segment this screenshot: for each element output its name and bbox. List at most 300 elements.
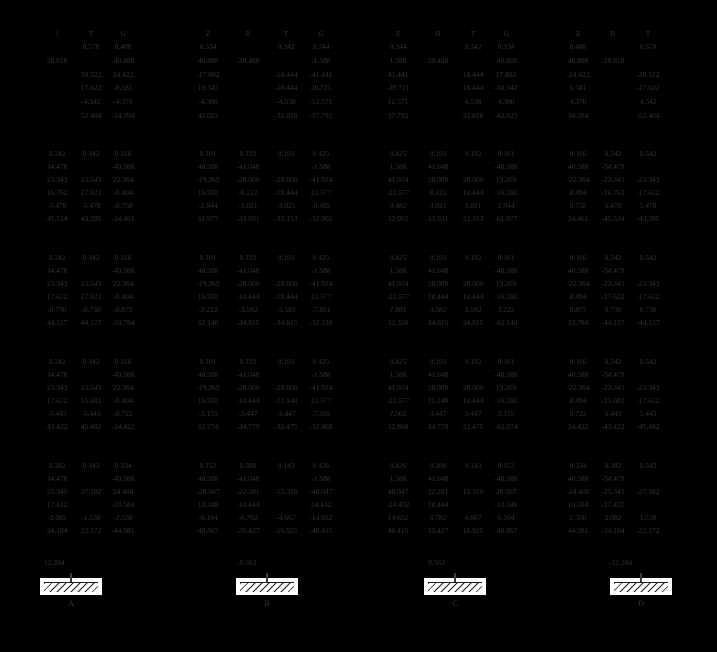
moment-value: 19.269	[495, 175, 517, 184]
moment-value: -24.422	[566, 69, 590, 79]
moment-value: -62.140	[494, 318, 518, 327]
moment-value: 0.101	[497, 149, 515, 158]
moment-value: 4.370	[569, 97, 587, 107]
moment-value: 22.577	[310, 292, 332, 301]
moment-value: 0.722	[569, 409, 587, 418]
moment-value: 43.395	[80, 214, 102, 223]
moment-value: 0.758	[569, 201, 587, 210]
moment-value: 3.582	[464, 305, 482, 314]
moment-value: -10.584	[111, 500, 135, 509]
moment-value: -52.404	[636, 111, 660, 120]
moment-value: 44.127	[46, 318, 68, 327]
moment-value: -5.478	[47, 201, 67, 210]
moment-value: 28.000	[427, 279, 449, 288]
moment-value: 34.461	[567, 214, 589, 223]
moment-value: -17.882	[196, 69, 220, 79]
moment-value: 0.425	[312, 253, 330, 262]
moment-value: 0.192	[429, 149, 447, 158]
moment-value: -18.444	[236, 500, 260, 509]
moment-value: -40.588	[111, 474, 135, 483]
moment-value: -18.444	[274, 69, 298, 79]
moment-value: 4.538	[464, 97, 482, 107]
moment-value: 23.343	[80, 279, 102, 288]
fixed-support-c	[424, 578, 486, 595]
moment-value: 0.342	[82, 357, 100, 366]
moment-value: 41.924	[387, 383, 409, 392]
moment-value: 0.192	[277, 149, 295, 158]
moment-value: 41.441	[387, 69, 409, 79]
moment-value: 28.818	[46, 55, 68, 65]
moment-value: 45.534	[46, 214, 68, 223]
moment-value: 11.148	[427, 396, 449, 405]
moment-value: 0.316	[569, 149, 587, 158]
moment-value: -8.494	[113, 396, 133, 405]
moment-value: 61.977	[197, 214, 219, 223]
moment-value: -42.023	[494, 111, 518, 120]
moment-value: -44.127	[636, 318, 660, 327]
moment-value: 1.538	[639, 513, 657, 522]
moment-value: 28.721	[310, 83, 332, 93]
moment-value: -2.550	[113, 513, 133, 522]
moment-value: -28.567	[196, 487, 220, 496]
moment-value: -15.682	[601, 396, 625, 405]
moment-value: 0.344	[389, 42, 407, 51]
moment-value: 23.343	[80, 383, 102, 392]
moment-value: -29.488	[236, 55, 260, 65]
fixed-support-d	[610, 578, 672, 595]
moment-value: 62.274	[197, 422, 219, 431]
moment-value: 2.082	[604, 513, 622, 522]
moment-value: 40.588	[197, 474, 219, 483]
moment-value: 4.667	[464, 513, 482, 522]
moment-value: -1.588	[311, 474, 331, 483]
member-header: T	[645, 30, 651, 38]
moment-value: 34.779	[427, 422, 449, 431]
moment-value: 27.182	[80, 487, 102, 496]
moment-value: 41.048	[427, 162, 449, 171]
moment-value: -5.443	[47, 409, 67, 418]
moment-value: -22.281	[236, 487, 260, 496]
moment-value: -10.348	[494, 500, 518, 509]
moment-value: -4.667	[276, 513, 296, 522]
moment-value: -40.588	[494, 162, 518, 171]
moment-value: 40.588	[567, 370, 589, 379]
moment-value: 34.815	[427, 318, 449, 327]
moment-value: 29.488	[427, 55, 449, 65]
moment-value: 14.652	[387, 513, 409, 522]
moment-value: 28.000	[462, 383, 484, 392]
moment-value: -1.588	[311, 55, 331, 65]
moment-value: -32.818	[274, 111, 298, 120]
moment-value: 18.444	[462, 188, 484, 197]
moment-value: -1.538	[81, 513, 101, 522]
moment-value: 8.494	[569, 292, 587, 301]
member-header: B	[435, 30, 441, 38]
moment-value: -22.172	[636, 526, 660, 535]
moment-value: 24.408	[112, 487, 134, 496]
final-moment-value: -12.284	[609, 558, 633, 567]
moment-value: -39.522	[636, 69, 660, 79]
moment-value: 22.364	[112, 383, 134, 392]
moment-value: 15.682	[80, 396, 102, 405]
moment-value: -41.048	[236, 370, 260, 379]
moment-value: -48.867	[494, 526, 518, 535]
moment-value: 0.143	[277, 461, 295, 470]
moment-value: 0.316	[114, 149, 132, 158]
moment-value: 0.342	[639, 357, 657, 366]
moment-value: 19.269	[495, 383, 517, 392]
moment-value: 0.192	[464, 357, 482, 366]
moment-value: -41.048	[236, 162, 260, 171]
moment-value: -15.310	[274, 487, 298, 496]
moment-value: 23.343	[46, 383, 68, 392]
moment-value: 0.342	[82, 253, 100, 262]
moment-value: 32.818	[462, 111, 484, 120]
moment-value: -23.343	[636, 175, 660, 184]
final-moment-value: 9.563	[428, 558, 445, 567]
moment-value: 40.588	[197, 266, 219, 275]
moment-value: 0.334	[569, 461, 587, 470]
member-header: G	[120, 30, 126, 38]
moment-value: 15.310	[462, 487, 484, 496]
moment-value: -44.981	[111, 526, 135, 535]
moment-value: 0.192	[277, 357, 295, 366]
moment-value: 8.494	[569, 188, 587, 197]
moment-value: 3.021	[429, 201, 447, 210]
moment-value: 34.478	[46, 266, 68, 275]
moment-value: 32.002	[387, 214, 409, 223]
moment-value: -41.048	[236, 474, 260, 483]
moment-value: -1.588	[311, 162, 331, 171]
moment-value: 0.342	[82, 149, 100, 158]
moment-value: -22.577	[386, 292, 410, 301]
moment-value: 0.101	[199, 149, 217, 158]
moment-value: -24.408	[566, 487, 590, 496]
moment-value: 0.342	[604, 149, 622, 158]
moment-value: 40.588	[567, 266, 589, 275]
moment-value: -28.000	[236, 175, 260, 184]
moment-value: 0.425	[389, 253, 407, 262]
moment-value: 39.522	[80, 69, 102, 79]
moment-value: -45.482	[636, 422, 660, 431]
moment-value: 18.444	[462, 69, 484, 79]
moment-value: 22.364	[112, 279, 134, 288]
moment-value: 1.588	[389, 266, 407, 275]
moment-value: 0.581	[569, 83, 587, 93]
moment-value: 0.334	[114, 461, 132, 470]
moment-value: -27.182	[636, 487, 660, 496]
moment-value: 8.494	[569, 396, 587, 405]
moment-value: -19.269	[196, 279, 220, 288]
moment-value: 22.577	[310, 188, 332, 197]
moment-value: -2.082	[47, 513, 67, 522]
moment-value: -34.815	[236, 318, 260, 327]
moment-value: 2.550	[569, 513, 587, 522]
support-label-b: B	[264, 599, 270, 608]
moment-value: -32.475	[274, 422, 298, 431]
moment-value: 0.192	[464, 253, 482, 262]
moment-value: -10.342	[494, 83, 518, 93]
moment-value: -40.588	[494, 370, 518, 379]
moment-value: -32.328	[309, 318, 333, 327]
hatch-pattern	[44, 583, 98, 592]
moment-value: 25.345	[46, 487, 68, 496]
moment-value: -3.021	[238, 201, 258, 210]
moment-value: 0.101	[199, 253, 217, 262]
support-label-d: D	[638, 599, 644, 608]
moment-value: -40.588	[111, 266, 135, 275]
moment-value: -4.538	[276, 97, 296, 107]
moment-value: 28.000	[427, 175, 449, 184]
moment-value: 16.592	[197, 396, 219, 405]
moment-value: -18.444	[236, 396, 260, 405]
moment-value: 17.422	[46, 500, 68, 509]
moment-value: 10.584	[567, 500, 589, 509]
moment-value: -16.762	[601, 188, 625, 197]
hatch-pattern	[240, 583, 294, 592]
moment-value: 18.444	[462, 396, 484, 405]
moment-value: -48.415	[309, 526, 333, 535]
moment-value: -34.815	[274, 318, 298, 327]
moment-value: 0.578	[82, 42, 100, 51]
moment-value: 3.222	[497, 305, 515, 314]
moment-value: 0.334	[497, 42, 515, 51]
moment-value: -23.343	[636, 279, 660, 288]
moment-value: 32.868	[387, 422, 409, 431]
moment-value: 17.622	[80, 83, 102, 93]
moment-value: 19.269	[495, 279, 517, 288]
moment-value: 0.101	[497, 357, 515, 366]
moment-value: -41.048	[236, 266, 260, 275]
moment-value: 3.021	[464, 201, 482, 210]
moment-value: -5.478	[81, 201, 101, 210]
moment-value: -8.222	[238, 188, 258, 197]
moment-value: -62.274	[494, 422, 518, 431]
moment-value: 34.394	[567, 111, 589, 120]
moment-value: 0.342	[604, 357, 622, 366]
moment-value: 0.342	[604, 253, 622, 262]
member-header: B	[610, 30, 616, 38]
moment-value: -40.888	[494, 55, 518, 65]
moment-value: -32.002	[309, 214, 333, 223]
moment-value: 0.192	[429, 253, 447, 262]
moment-value: 0.192	[239, 357, 257, 366]
moment-value: -44.127	[601, 318, 625, 327]
moment-value: 22.172	[80, 526, 102, 535]
moment-value: 22.577	[310, 396, 332, 405]
moment-value: 0.316	[114, 357, 132, 366]
moment-value: -7.502	[311, 409, 331, 418]
moment-value: -28.000	[274, 175, 298, 184]
moment-value: 18.444	[427, 500, 449, 509]
moment-value: 0.382	[604, 461, 622, 470]
moment-value: -22.577	[386, 188, 410, 197]
moment-value: -43.422	[601, 422, 625, 431]
moment-value: -0.722	[113, 409, 133, 418]
moment-value: -18.444	[274, 83, 298, 93]
moment-value: -3.582	[276, 305, 296, 314]
moment-value: -6.782	[238, 513, 258, 522]
moment-value: 23.343	[46, 175, 68, 184]
moment-value: 40.888	[197, 55, 219, 65]
moment-value: 40.588	[197, 162, 219, 171]
moment-value: 0.426	[389, 461, 407, 470]
moment-value: 0.488	[569, 42, 587, 51]
moment-value: -8.494	[113, 292, 133, 301]
moment-value: -28.721	[386, 83, 410, 93]
moment-value: 40.588	[567, 474, 589, 483]
moment-value: 12.571	[387, 97, 409, 107]
moment-value: 48.867	[197, 526, 219, 535]
moment-value: 0.316	[569, 357, 587, 366]
moment-value: -22.364	[566, 383, 590, 392]
moment-value: 0.192	[429, 357, 447, 366]
moment-value: -7.881	[311, 305, 331, 314]
moment-value: 28.000	[462, 279, 484, 288]
moment-value: 0.343	[639, 461, 657, 470]
member-header: Z	[395, 30, 401, 38]
support-label-c: C	[452, 599, 458, 608]
moment-value: 41.048	[427, 266, 449, 275]
moment-value: 0.388	[429, 461, 447, 470]
moment-value: 0.482	[389, 201, 407, 210]
moment-value: 0.342	[464, 42, 482, 51]
moment-value: 0.488	[114, 42, 132, 51]
moment-value: -28.000	[274, 279, 298, 288]
moment-value: -28.000	[236, 279, 260, 288]
moment-value: 40.588	[567, 162, 589, 171]
moment-value: 0.143	[464, 461, 482, 470]
moment-value: 23.343	[80, 175, 102, 184]
moment-value: 3.582	[429, 305, 447, 314]
support-label-a: A	[68, 599, 74, 608]
moment-value: 2.944	[497, 201, 515, 210]
moment-value: 10.348	[197, 500, 219, 509]
moment-value: -3.155	[198, 409, 218, 418]
moment-value: -17.622	[636, 83, 660, 93]
moment-value: -0.873	[113, 305, 133, 314]
moment-value: 0.342	[277, 42, 295, 51]
moment-value: -23.343	[636, 383, 660, 392]
moment-value: 5.443	[604, 409, 622, 418]
moment-value: 0.101	[497, 253, 515, 262]
moment-value: 41.924	[387, 175, 409, 184]
moment-value: 18.444	[462, 292, 484, 301]
moment-value: 5.443	[639, 409, 657, 418]
moment-value: 3.155	[497, 409, 515, 418]
moment-value: -28.000	[274, 383, 298, 392]
moment-value: 24.422	[112, 69, 134, 79]
moment-value: 5.478	[604, 201, 622, 210]
moment-value: -3.222	[198, 305, 218, 314]
moment-value: -34.422	[111, 422, 135, 431]
moment-value: -4.370	[113, 97, 133, 107]
final-moment-value: 12.284	[44, 558, 65, 567]
moment-value: 0.730	[604, 305, 622, 314]
member-header: B	[245, 30, 251, 38]
moment-value: -22.364	[566, 175, 590, 184]
moment-value: -40.888	[111, 55, 135, 65]
moment-value: 32.475	[462, 422, 484, 431]
moment-value: 34.104	[46, 526, 68, 535]
moment-value: 45.482	[80, 422, 102, 431]
moment-value: 0.342	[48, 253, 66, 262]
moment-value: -45.534	[601, 214, 625, 223]
moment-value: 22.281	[427, 487, 449, 496]
moment-value: 32.153	[462, 214, 484, 223]
moment-value: -34.478	[601, 162, 625, 171]
moment-value: -22.577	[386, 396, 410, 405]
moment-value: -0.581	[113, 83, 133, 93]
moment-value: -16.925	[274, 526, 298, 535]
member-header: G	[318, 30, 324, 38]
moment-value: -23.343	[601, 279, 625, 288]
moment-value: -16.592	[494, 396, 518, 405]
moment-value: -33.931	[236, 214, 260, 223]
moment-value: 17.882	[495, 69, 517, 79]
moment-value: 28.567	[495, 487, 517, 496]
moment-value: 18.444	[462, 83, 484, 93]
moment-value: 7.881	[389, 305, 407, 314]
moment-value: -17.622	[636, 188, 660, 197]
member-header: T	[283, 30, 289, 38]
moment-value: 0.192	[239, 253, 257, 262]
moment-value: 0.342	[639, 149, 657, 158]
moment-value: 0.316	[569, 253, 587, 262]
moment-value: -32.153	[274, 214, 298, 223]
moment-value: -3.582	[238, 305, 258, 314]
column-stub	[266, 573, 268, 582]
moment-value: 3.447	[429, 409, 447, 418]
moment-value: -3.021	[276, 201, 296, 210]
moment-value: 44.981	[567, 526, 589, 535]
moment-value: -33.784	[111, 318, 135, 327]
moment-value: 41.924	[387, 279, 409, 288]
moment-value: -6.104	[198, 513, 218, 522]
moment-value: 16.925	[462, 526, 484, 535]
moment-value: 42.023	[197, 111, 219, 120]
moment-value: -40.588	[494, 474, 518, 483]
moment-value: -28.000	[236, 383, 260, 392]
moment-value: -19.269	[196, 175, 220, 184]
moment-value: 0.425	[312, 357, 330, 366]
moment-value: -4.380	[198, 97, 218, 107]
moment-value: 0.334	[199, 42, 217, 51]
moment-value: 17.622	[80, 188, 102, 197]
moment-value: -34.104	[601, 526, 625, 535]
moment-value: -17.622	[636, 292, 660, 301]
moment-value: 33.931	[427, 214, 449, 223]
moment-value: -3.447	[276, 409, 296, 418]
moment-value: -17.622	[601, 292, 625, 301]
moment-value: 4.380	[497, 97, 515, 107]
moment-value: 41.048	[427, 474, 449, 483]
moment-value: -32.868	[309, 422, 333, 431]
moment-value: 0.425	[389, 357, 407, 366]
moment-value: -0.730	[47, 305, 67, 314]
moment-value: 40.588	[197, 370, 219, 379]
fixed-support-b	[236, 578, 298, 595]
member-header: T	[88, 30, 94, 38]
moment-value: 24.432	[310, 500, 332, 509]
moment-value: 34.815	[462, 318, 484, 327]
moment-value: -34.394	[111, 111, 135, 120]
moment-value: 3.447	[464, 409, 482, 418]
moment-value: 43.422	[46, 422, 68, 431]
moment-value: -0.730	[81, 305, 101, 314]
moment-value: 48.047	[387, 487, 409, 496]
moment-value: 17.622	[46, 396, 68, 405]
